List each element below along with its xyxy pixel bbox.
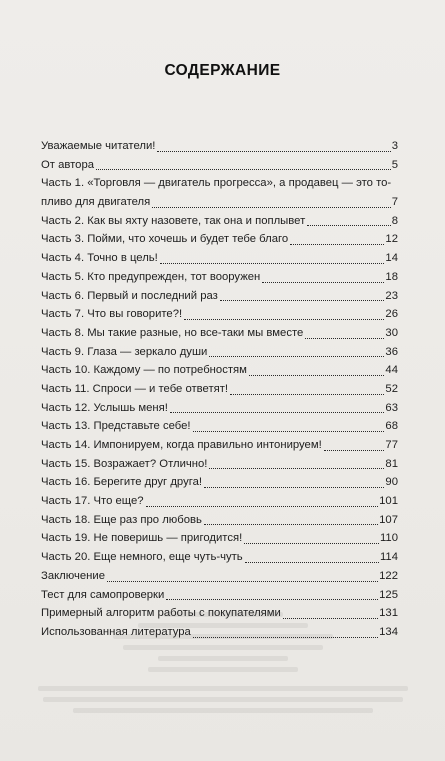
toc-entry-title: Часть 20. Еще немного, еще чуть-чуть [41,551,243,564]
toc-entry-page-number: 68 [385,420,398,433]
toc-entry-page-number: 23 [385,289,398,302]
toc-entry-page-number: 125 [379,588,398,601]
toc-entry[interactable] [41,361,398,380]
toc-entry[interactable] [41,567,398,586]
dot-leader [324,450,385,451]
dot-leader [245,562,379,563]
toc-entry-title: Часть 3. Пойми, что хочешь и будет тебе благо [41,233,289,246]
dot-leader [249,375,385,376]
toc-entry-page-number: 30 [385,326,398,339]
dot-leader [166,599,378,600]
toc-entry-title: Примерный алгоритм работы с покупателями [41,607,281,620]
toc-entry[interactable] [41,586,398,605]
toc-entry-page-number: 101 [379,495,398,508]
dot-leader [152,207,390,208]
toc-entry-page-number: 81 [385,457,398,470]
toc-entry-page-number: 114 [379,551,398,564]
toc-entry-title: Часть 16. Берегите друг друга! [41,476,203,489]
toc-entry-title: Часть 4. Точно в цель! [41,252,158,265]
dot-leader [307,225,390,226]
toc-entry-page-number: 134 [379,625,398,638]
dot-leader [157,151,390,152]
toc-entry[interactable] [41,268,398,287]
toc-entry[interactable] [41,417,398,436]
toc-entry-title: Часть 15. Возражает? Отлично! [41,457,208,470]
dot-leader [209,356,384,357]
toc-entry[interactable] [41,343,398,362]
toc-entry-title: Часть 8. Мы такие разные, но все-таки мы вместе [41,326,304,339]
dot-leader [262,282,384,283]
toc-entry-title: Тест для самопроверки [41,588,165,601]
toc-entry-page-number: 131 [379,607,398,620]
toc-entry[interactable] [41,230,398,249]
toc-entry-title: Часть 19. Не поверишь — пригодится! [41,532,243,545]
dot-leader [244,543,379,544]
toc-entry[interactable] [41,287,398,306]
dot-leader [146,506,379,507]
toc-entry-page-number: 18 [385,270,398,283]
dot-leader [305,338,384,339]
toc-entry-title: Часть 10. Каждому — по потребностям [41,364,247,377]
toc-entry-title: От автора [41,158,95,171]
dot-leader [96,169,391,170]
dot-leader [220,300,385,301]
toc-entry-page-number: 63 [385,401,398,414]
toc-entry[interactable] [41,324,398,343]
toc-entry[interactable] [41,492,398,511]
toc-entry[interactable] [41,529,398,548]
toc-entry-page-number: 36 [385,345,398,358]
toc-entry-title: Часть 6. Первый и последний раз [41,289,218,302]
toc-heading: СОДЕРЖАНИЕ [164,62,281,79]
toc-entry-title: Часть 11. Спроси — и тебе ответят! [41,382,229,395]
toc-entry-title: Часть 7. Что вы говорите?! [41,308,183,321]
toc-entry-page-number: 90 [385,476,398,489]
toc-entry[interactable] [41,436,398,455]
toc-entry-title: Часть 9. Глаза — зеркало души [41,345,208,358]
toc-entry[interactable] [41,305,398,324]
toc-entry-title: Заключение [41,569,105,582]
toc-entry-title: пливо для двигателя [41,196,151,209]
toc-entry-title: Часть 18. Еще раз про любовь [41,513,202,526]
dot-leader [230,394,384,395]
toc-entry-title: Часть 14. Импонируем, когда правильно интонируем! [41,439,322,451]
toc-entry[interactable] [41,156,398,175]
toc-entry-page-number: 77 [385,439,398,451]
toc-entry-page-number: 52 [385,382,398,395]
toc-entry-page-number: 14 [385,252,398,265]
toc-entry-title: Использованная литература [41,625,191,638]
toc-list [41,137,398,642]
toc-entry-page-number: 44 [385,364,398,377]
dot-leader [204,524,378,525]
toc-entry-title: Уважаемые читатели! [41,139,156,152]
faded-imprint-text [30,612,415,732]
toc-entry[interactable] [41,399,398,418]
toc-entry[interactable] [41,473,398,492]
toc-entry-page-number: 7 [391,196,398,209]
dot-leader [160,263,385,264]
dot-leader [107,581,378,582]
toc-entry-title: Часть 2. Как вы яхту назовете, так она и поплывет [41,214,306,227]
toc-entry[interactable] [41,548,398,567]
toc-entry-title-line1: Часть 1. «Торговля — двигатель прогресса», а продавец — это то- [41,177,392,190]
toc-entry[interactable] [41,511,398,530]
toc-entry-page-number: 8 [391,214,398,227]
dot-leader [193,431,385,432]
toc-entry[interactable] [41,380,398,399]
dot-leader [170,412,385,413]
toc-entry-page-number: 26 [385,308,398,321]
toc-entry[interactable] [41,455,398,474]
toc-entry[interactable] [41,137,398,156]
toc-entry-page-number: 12 [385,233,398,246]
toc-entry-title: Часть 12. Услышь меня! [41,401,168,414]
toc-entry-title: Часть 5. Кто предупрежден, тот вооружен [41,270,261,283]
toc-entry-page-number: 122 [379,569,398,582]
toc-entry[interactable] [41,212,398,231]
toc-entry-page-number: 5 [391,158,398,171]
toc-entry-page-number: 3 [391,139,398,152]
toc-entry-page-number: 107 [379,513,398,526]
toc-entry[interactable] [41,249,398,268]
dot-leader [184,319,384,320]
toc-entry[interactable] [41,174,398,211]
dot-leader [209,468,384,469]
dot-leader [290,244,384,245]
toc-entry-title: Часть 17. Что еще? [41,495,144,508]
toc-entry-page-number: 110 [379,532,398,545]
dot-leader [204,487,384,488]
toc-entry-title: Часть 13. Представьте себе! [41,420,191,433]
